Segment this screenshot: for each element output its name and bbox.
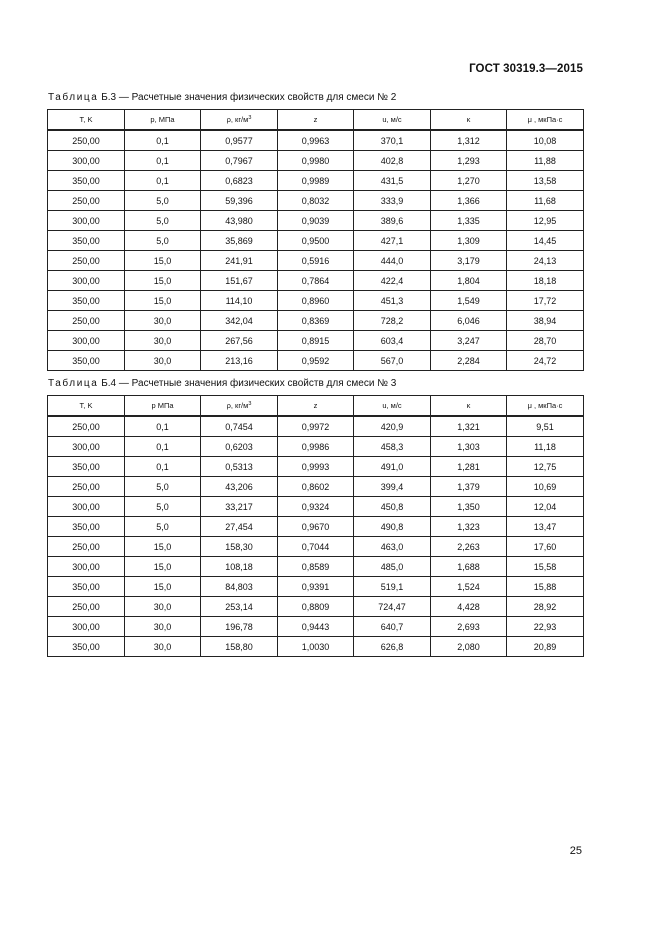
cell-compressibility: 0,8960: [278, 291, 354, 311]
cell-isentropic-exponent: 1,524: [431, 577, 507, 597]
cell-temperature: 300,00: [48, 557, 125, 577]
cell-isentropic-exponent: 1,688: [431, 557, 507, 577]
table-row: [48, 457, 584, 477]
cell-density: 253,14: [201, 597, 278, 617]
page-number: 25: [569, 845, 582, 857]
table-header-row: [48, 396, 584, 417]
cell-compressibility: 0,9324: [278, 497, 354, 517]
caption-text: — Расчетные значения физических свойств для смеси № 2: [118, 92, 397, 103]
table-row: [48, 497, 584, 517]
table-row: [48, 617, 584, 637]
cell-temperature: 300,00: [48, 437, 125, 457]
cell-density: 342,04: [201, 311, 278, 331]
cell-viscosity: 38,94: [507, 311, 584, 331]
cell-pressure: 30,0: [125, 331, 201, 351]
cell-temperature: 250,00: [48, 597, 125, 617]
cell-viscosity: 11,88: [507, 151, 584, 171]
cell-pressure: 15,0: [125, 271, 201, 291]
cell-temperature: 350,00: [48, 231, 125, 251]
table-row: [48, 637, 584, 657]
table-row: [48, 517, 584, 537]
caption-number: Б.3: [101, 92, 117, 103]
cell-speed-of-sound: 444,0: [354, 251, 431, 271]
cell-temperature: 250,00: [48, 311, 125, 331]
cell-viscosity: 17,72: [507, 291, 584, 311]
cell-isentropic-exponent: 2,263: [431, 537, 507, 557]
table-row: [48, 557, 584, 577]
cell-compressibility: 0,7044: [278, 537, 354, 557]
cell-viscosity: 11,18: [507, 437, 584, 457]
cell-viscosity: 10,69: [507, 477, 584, 497]
header-temperature: T, K: [48, 396, 125, 417]
cell-viscosity: 22,93: [507, 617, 584, 637]
cell-viscosity: 12,04: [507, 497, 584, 517]
header-density-label: ρ, кг/м: [226, 115, 249, 124]
cell-temperature: 300,00: [48, 211, 125, 231]
cell-isentropic-exponent: 1,309: [431, 231, 507, 251]
cell-density: 43,980: [201, 211, 278, 231]
cell-density: 151,67: [201, 271, 278, 291]
table-row: [48, 211, 584, 231]
table-b4: [47, 395, 584, 657]
cell-speed-of-sound: 370,1: [354, 130, 431, 151]
cell-compressibility: 0,8809: [278, 597, 354, 617]
cell-temperature: 350,00: [48, 291, 125, 311]
cell-density: 84,803: [201, 577, 278, 597]
cell-isentropic-exponent: 2,693: [431, 617, 507, 637]
cell-speed-of-sound: 728,2: [354, 311, 431, 331]
cell-speed-of-sound: 431,5: [354, 171, 431, 191]
cell-speed-of-sound: 490,8: [354, 517, 431, 537]
cell-isentropic-exponent: 1,293: [431, 151, 507, 171]
cell-pressure: 5,0: [125, 211, 201, 231]
cell-speed-of-sound: 603,4: [354, 331, 431, 351]
cell-temperature: 250,00: [48, 191, 125, 211]
cell-density: 158,30: [201, 537, 278, 557]
cell-pressure: 15,0: [125, 251, 201, 271]
cell-pressure: 0,1: [125, 171, 201, 191]
header-temperature: T, K: [48, 110, 125, 131]
caption-number: Б.4: [101, 378, 117, 389]
cell-viscosity: 14,45: [507, 231, 584, 251]
cell-viscosity: 24,72: [507, 351, 584, 371]
cell-viscosity: 12,75: [507, 457, 584, 477]
header-compressibility: z: [278, 110, 354, 131]
header-viscosity: μ , мкПа·с: [507, 110, 584, 131]
table-row: [48, 437, 584, 457]
table-row: [48, 351, 584, 371]
cell-compressibility: 0,8915: [278, 331, 354, 351]
cell-temperature: 350,00: [48, 517, 125, 537]
cell-isentropic-exponent: 6,046: [431, 311, 507, 331]
cell-isentropic-exponent: 3,179: [431, 251, 507, 271]
table-row: [48, 151, 584, 171]
cell-density: 43,206: [201, 477, 278, 497]
cell-speed-of-sound: 450,8: [354, 497, 431, 517]
cell-density: 0,6823: [201, 171, 278, 191]
cell-isentropic-exponent: 1,804: [431, 271, 507, 291]
cell-density: 267,56: [201, 331, 278, 351]
header-compressibility: z: [278, 396, 354, 417]
table-row: [48, 597, 584, 617]
cell-speed-of-sound: 389,6: [354, 211, 431, 231]
cell-compressibility: 0,9989: [278, 171, 354, 191]
cell-temperature: 250,00: [48, 477, 125, 497]
table-row: [48, 191, 584, 211]
cell-density: 0,7454: [201, 416, 278, 437]
cell-temperature: 350,00: [48, 457, 125, 477]
cell-speed-of-sound: 333,9: [354, 191, 431, 211]
cell-pressure: 15,0: [125, 557, 201, 577]
cell-pressure: 30,0: [125, 637, 201, 657]
cell-isentropic-exponent: 1,366: [431, 191, 507, 211]
cell-temperature: 300,00: [48, 271, 125, 291]
cell-isentropic-exponent: 1,270: [431, 171, 507, 191]
cell-viscosity: 11,68: [507, 191, 584, 211]
cell-compressibility: 0,9391: [278, 577, 354, 597]
cell-isentropic-exponent: 2,080: [431, 637, 507, 657]
cell-pressure: 15,0: [125, 291, 201, 311]
cell-compressibility: 0,9980: [278, 151, 354, 171]
cell-density: 158,80: [201, 637, 278, 657]
cell-speed-of-sound: 640,7: [354, 617, 431, 637]
standard-code: ГОСТ 30319.3—2015: [469, 63, 583, 75]
cell-compressibility: 0,5916: [278, 251, 354, 271]
cell-isentropic-exponent: 3,247: [431, 331, 507, 351]
cell-temperature: 250,00: [48, 251, 125, 271]
cell-viscosity: 12,95: [507, 211, 584, 231]
cell-viscosity: 9,51: [507, 416, 584, 437]
cell-density: 0,6203: [201, 437, 278, 457]
caption-text: — Расчетные значения физических свойств для смеси № 3: [118, 378, 397, 389]
header-density: [201, 396, 278, 417]
cell-viscosity: 15,58: [507, 557, 584, 577]
cell-compressibility: 0,8032: [278, 191, 354, 211]
table-header-row: [48, 110, 584, 131]
cell-compressibility: 0,8369: [278, 311, 354, 331]
table-row: [48, 271, 584, 291]
cell-compressibility: 0,7864: [278, 271, 354, 291]
cell-isentropic-exponent: 1,303: [431, 437, 507, 457]
cell-temperature: 350,00: [48, 171, 125, 191]
table-row: [48, 251, 584, 271]
cell-viscosity: 13,58: [507, 171, 584, 191]
cell-compressibility: 0,9443: [278, 617, 354, 637]
cell-density: 0,7967: [201, 151, 278, 171]
table-b4-caption: [48, 378, 396, 389]
cell-pressure: 0,1: [125, 130, 201, 151]
cell-viscosity: 24,13: [507, 251, 584, 271]
cell-pressure: 15,0: [125, 537, 201, 557]
cell-speed-of-sound: 724,47: [354, 597, 431, 617]
cell-compressibility: 0,9993: [278, 457, 354, 477]
cell-pressure: 30,0: [125, 617, 201, 637]
table-b4-body: [48, 416, 584, 657]
cell-pressure: 5,0: [125, 517, 201, 537]
cell-isentropic-exponent: 1,379: [431, 477, 507, 497]
header-isentropic-exponent: κ: [431, 396, 507, 417]
cell-viscosity: 28,70: [507, 331, 584, 351]
header-viscosity: μ , мкПа·с: [507, 396, 584, 417]
cell-isentropic-exponent: 1,281: [431, 457, 507, 477]
cell-pressure: 15,0: [125, 577, 201, 597]
cell-speed-of-sound: 451,3: [354, 291, 431, 311]
cell-pressure: 0,1: [125, 437, 201, 457]
cell-temperature: 350,00: [48, 577, 125, 597]
cell-compressibility: 0,9670: [278, 517, 354, 537]
header-density-label: ρ, кг/м: [226, 401, 249, 410]
table-b3-body: [48, 130, 584, 371]
table-row: [48, 331, 584, 351]
cell-speed-of-sound: 420,9: [354, 416, 431, 437]
cell-pressure: 0,1: [125, 457, 201, 477]
table-row: [48, 171, 584, 191]
header-pressure: p МПа: [125, 396, 201, 417]
cell-density: 59,396: [201, 191, 278, 211]
cell-isentropic-exponent: 1,321: [431, 416, 507, 437]
cell-density: 33,217: [201, 497, 278, 517]
cell-density: 27,454: [201, 517, 278, 537]
cell-density: 35,869: [201, 231, 278, 251]
cell-viscosity: 13,47: [507, 517, 584, 537]
cell-speed-of-sound: 402,8: [354, 151, 431, 171]
cell-isentropic-exponent: 1,350: [431, 497, 507, 517]
cell-viscosity: 28,92: [507, 597, 584, 617]
header-isentropic-exponent: κ: [431, 110, 507, 131]
cell-speed-of-sound: 422,4: [354, 271, 431, 291]
cell-compressibility: 0,9972: [278, 416, 354, 437]
cell-temperature: 350,00: [48, 351, 125, 371]
cell-compressibility: 0,9986: [278, 437, 354, 457]
cell-pressure: 30,0: [125, 597, 201, 617]
cell-speed-of-sound: 519,1: [354, 577, 431, 597]
cell-temperature: 250,00: [48, 130, 125, 151]
table-row: [48, 311, 584, 331]
cell-pressure: 0,1: [125, 416, 201, 437]
header-density: [201, 110, 278, 131]
cell-viscosity: 20,89: [507, 637, 584, 657]
table-row: [48, 130, 584, 151]
cell-compressibility: 0,8589: [278, 557, 354, 577]
cell-compressibility: 0,9963: [278, 130, 354, 151]
cell-speed-of-sound: 491,0: [354, 457, 431, 477]
cell-speed-of-sound: 399,4: [354, 477, 431, 497]
cell-density: 0,5313: [201, 457, 278, 477]
cell-speed-of-sound: 458,3: [354, 437, 431, 457]
cell-temperature: 300,00: [48, 617, 125, 637]
caption-label: Таблица: [48, 378, 99, 389]
cell-isentropic-exponent: 2,284: [431, 351, 507, 371]
cell-viscosity: 18,18: [507, 271, 584, 291]
cell-temperature: 300,00: [48, 331, 125, 351]
cell-speed-of-sound: 463,0: [354, 537, 431, 557]
cell-speed-of-sound: 567,0: [354, 351, 431, 371]
cell-isentropic-exponent: 1,323: [431, 517, 507, 537]
cell-isentropic-exponent: 1,549: [431, 291, 507, 311]
cell-pressure: 30,0: [125, 351, 201, 371]
cell-density: 114,10: [201, 291, 278, 311]
cell-temperature: 300,00: [48, 497, 125, 517]
cell-speed-of-sound: 485,0: [354, 557, 431, 577]
cell-isentropic-exponent: 1,335: [431, 211, 507, 231]
cell-compressibility: 1,0030: [278, 637, 354, 657]
cell-pressure: 5,0: [125, 497, 201, 517]
table-row: [48, 537, 584, 557]
table-b3-caption: [48, 92, 396, 103]
table-b3: [47, 109, 584, 371]
cell-density: 241,91: [201, 251, 278, 271]
cell-compressibility: 0,8602: [278, 477, 354, 497]
cell-density: 196,78: [201, 617, 278, 637]
header-speed-of-sound: u, м/с: [354, 110, 431, 131]
cell-temperature: 250,00: [48, 537, 125, 557]
cell-viscosity: 15,88: [507, 577, 584, 597]
cell-density: 108,18: [201, 557, 278, 577]
cell-temperature: 300,00: [48, 151, 125, 171]
cell-isentropic-exponent: 4,428: [431, 597, 507, 617]
cell-compressibility: 0,9500: [278, 231, 354, 251]
cell-temperature: 250,00: [48, 416, 125, 437]
table-row: [48, 231, 584, 251]
cell-viscosity: 17,60: [507, 537, 584, 557]
header-density-exponent: 3: [248, 401, 252, 407]
caption-label: Таблица: [48, 92, 99, 103]
header-density-exponent: 3: [248, 115, 252, 121]
cell-density: 0,9577: [201, 130, 278, 151]
cell-pressure: 0,1: [125, 151, 201, 171]
cell-density: 213,16: [201, 351, 278, 371]
cell-pressure: 30,0: [125, 311, 201, 331]
cell-pressure: 5,0: [125, 191, 201, 211]
table-row: [48, 577, 584, 597]
cell-temperature: 350,00: [48, 637, 125, 657]
cell-isentropic-exponent: 1,312: [431, 130, 507, 151]
cell-compressibility: 0,9039: [278, 211, 354, 231]
table-row: [48, 416, 584, 437]
cell-compressibility: 0,9592: [278, 351, 354, 371]
header-pressure: p, МПа: [125, 110, 201, 131]
table-row: [48, 291, 584, 311]
cell-pressure: 5,0: [125, 477, 201, 497]
header-speed-of-sound: u, м/с: [354, 396, 431, 417]
cell-speed-of-sound: 626,8: [354, 637, 431, 657]
cell-pressure: 5,0: [125, 231, 201, 251]
cell-viscosity: 10,08: [507, 130, 584, 151]
table-row: [48, 477, 584, 497]
cell-speed-of-sound: 427,1: [354, 231, 431, 251]
